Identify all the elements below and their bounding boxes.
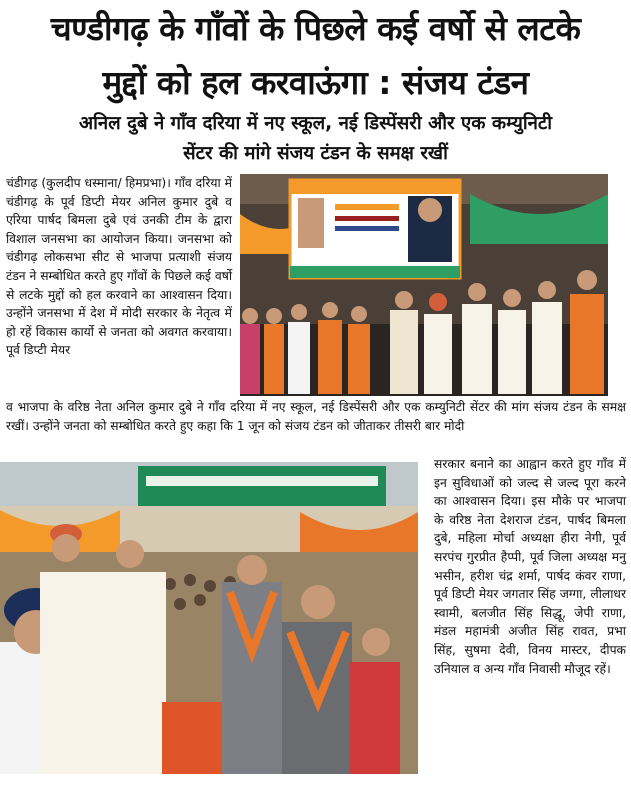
stage-photo-illustration <box>240 174 608 396</box>
article-column-left: चंडीगढ़ (कुलदीप धस्माना/ हिमप्रभा)। गाँव दरिया में चंडीगढ़ के पूर्व डिप्टी मेयर अनिल कुमार दुबे व एरिया पार्षद बिमला दुबे एवं उनकी टीम के द्वारा विशाल जनसभा का आयोजन किया। जनसभा को चंडीगढ़ लोकसभा सीट से भाजपा प्रत्याशी संजय टंडन ने सम्बोधित करते हुए गाँवों के पिछले कई वर्षो से लटके मुद्दों को हल करवाने का आश्वासन दिया। उन्होंने जनसभा में देश में मोदी सरकार के नेतृत्व में हो रहें विकास कार्यो से जनता को अवगत करवाया। पूर्व डिप्टी मेयर <box>6 176 233 358</box>
subheadline-line-2: सेंटर की मांगे संजय टंडन के समक्ष रखीं <box>183 143 448 164</box>
article-full-width-line: व भाजपा के वरिष्ठ नेता अनिल कुमार दुबे ने गाँव दरिया में नए स्कूल, नई डिस्पेंसरी और एक कम्युनिटी सेंटर की मांग संजय टंडन के समक्ष रखीं। उन्होंने जनता को सम्बोधित करते हुए कहा कि 1 जून को संजय टंडन को जीताकर तीसरी बार मोदी <box>6 400 626 433</box>
gathering-photo-illustration <box>0 462 418 774</box>
gathering-photo <box>0 462 418 774</box>
stage-photo <box>240 174 608 396</box>
headline-line-1: चण्डीगढ़ के गाँवों के पिछले कई वर्षो से लटके <box>50 9 581 48</box>
headline-line-2: मुद्दों को हल करवाऊंगा : संजय टंडन <box>102 63 529 102</box>
page-bottom-margin <box>0 778 631 786</box>
subheadline-line-1: अनिल दुबे ने गाँव दरिया में नए स्कूल, नई डिस्पेंसरी और एक कम्युनिटी <box>78 113 553 134</box>
article-column-right: सरकार बनाने का आह्वान करते हुए गाँव में इन सुविधाओं को जल्द से जल्द पूरा करने का आश्वासन दिया। इस मौके पर भाजपा के वरिष्ठ नेता देशराज टंडन, पार्षद बिमला दुबे, महिला मोर्चा अध्यक्षा हीरा नेगी, पूर्व सरपंच गुरप्रीत हैप्पी, पूर्व जिला अध्यक्ष मनु भसीन, हरीश चंद्र शर्मा, पार्षद कंवर राणा, पूर्व डिप्टी मेयर जगतार सिंह जग्गा, लीलाधर स्वामी, बलजीत सिंह सिद्धू, जेपी राणा, मंडल महामंत्री अजीत सिंह रावत, प्रभा सिंह, सुषमा देवी, विनय मास्टर, दीपक उनियाल व अन्य गाँव निवासी मौजूद रहें। <box>434 457 626 676</box>
